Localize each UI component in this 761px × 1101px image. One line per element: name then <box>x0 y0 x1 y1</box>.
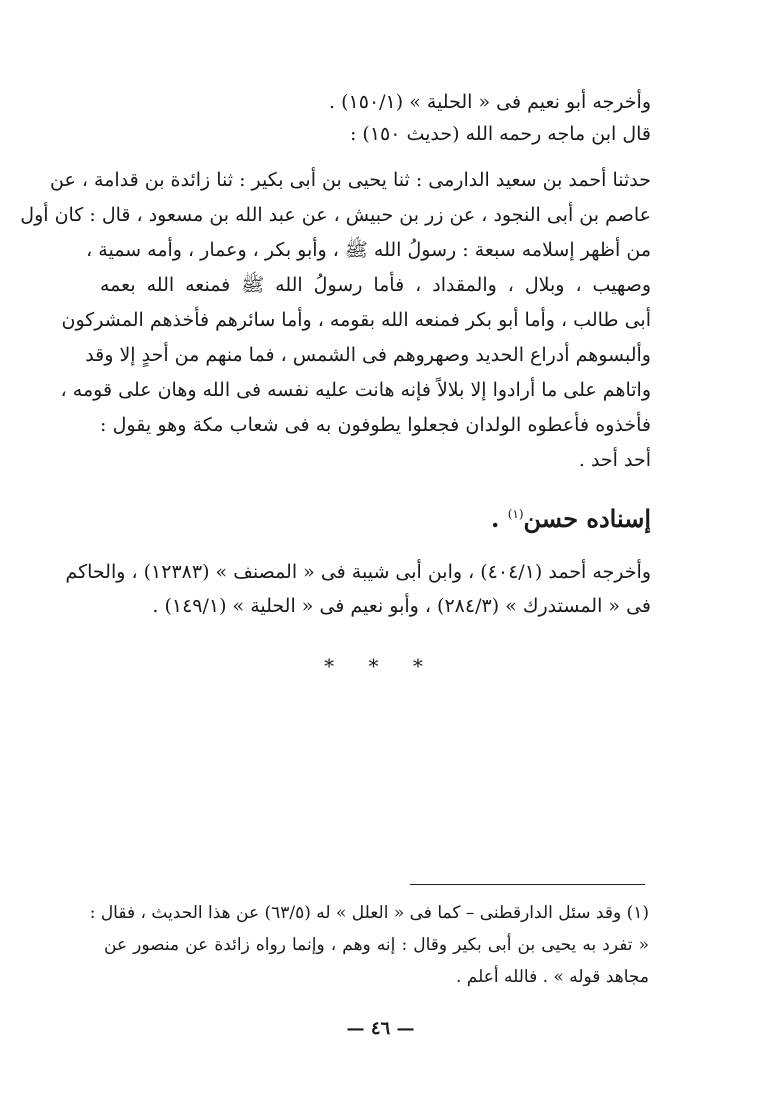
footnote-line: (١) وقد سئل الدارقطنى – كما فى « العلل » له (٦٣/٥) عن هذا الحديث ، فقال : <box>89 903 649 923</box>
page-number: — ٤٦ — <box>346 1018 415 1039</box>
footnote-line: « تفرد به يحيى بن أبى بكير وقال : إنه وهم ، وإنما رواه زائدة عن منصور عن <box>104 935 649 955</box>
hadith-line: وألبسوهم أدراع الحديد وصهروهم فى الشمس ، فما منهم من أحدٍ إلا وقد <box>85 344 651 366</box>
sources-line-1: وأخرجه أحمد (٤٠٤/١) ، وابن أبى شيبة فى « المصنف » (١٢٣٨٣) ، والحاكم <box>65 561 651 583</box>
hadith-line: أبى طالب ، وأما أبو بكر فمنعه الله بقومه ، وأما سائرهم فأخذهم المشركون <box>61 309 651 331</box>
sources-line-2: فى « المستدرك » (٢٨٤/٣) ، وأبو نعيم فى « الحلية » (١٤٩/١) . <box>152 595 651 617</box>
heading-trail: . <box>490 504 508 533</box>
section-separator: * * * <box>324 654 437 678</box>
footnote-line: مجاهد قوله » . فالله أعلم . <box>455 967 649 987</box>
hadith-line: حدثنا أحمد بن سعيد الدارمى : ثنا يحيى بن أبى بكير : ثنا زائدة بن قدامة ، عن <box>50 169 651 191</box>
hadith-line: من أظهر إسلامه سبعة : رسولُ الله ﷺ ، وأبو بكر ، وعمار ، وأمه سمية ، <box>86 239 651 261</box>
heading-text: إسناده حسن <box>523 504 651 533</box>
hadith-line: عاصم بن أبى النجود ، عن زر بن حبيش ، عن عبد الله بن مسعود ، قال : كان أول <box>20 204 651 226</box>
isnad-grading-heading <box>491 496 651 537</box>
footnote-divider <box>410 884 645 885</box>
hadith-line: وصهيب ، وبلال ، والمقداد ، فأما رسولُ الله ﷺ فمنعه الله بعمه <box>100 274 651 296</box>
intro-line-2: قال ابن ماجه رحمه الله (حديث ١٥٠) : <box>349 123 651 145</box>
intro-line-1: وأخرجه أبو نعيم فى « الحلية » (١٥٠/١) . <box>329 91 651 113</box>
hadith-line: أحد أحد . <box>578 449 651 471</box>
hadith-line: واتاهم على ما أرادوا إلا بلالاً فإنه هانت عليه نفسه فى الله وهان على قومه ، <box>60 379 651 401</box>
footnote-marker[interactable]: (١) <box>507 507 524 521</box>
hadith-line: فأخذوه فأعطوه الولدان فجعلوا يطوفون به فى شعاب مكة وهو يقول : <box>100 414 651 436</box>
